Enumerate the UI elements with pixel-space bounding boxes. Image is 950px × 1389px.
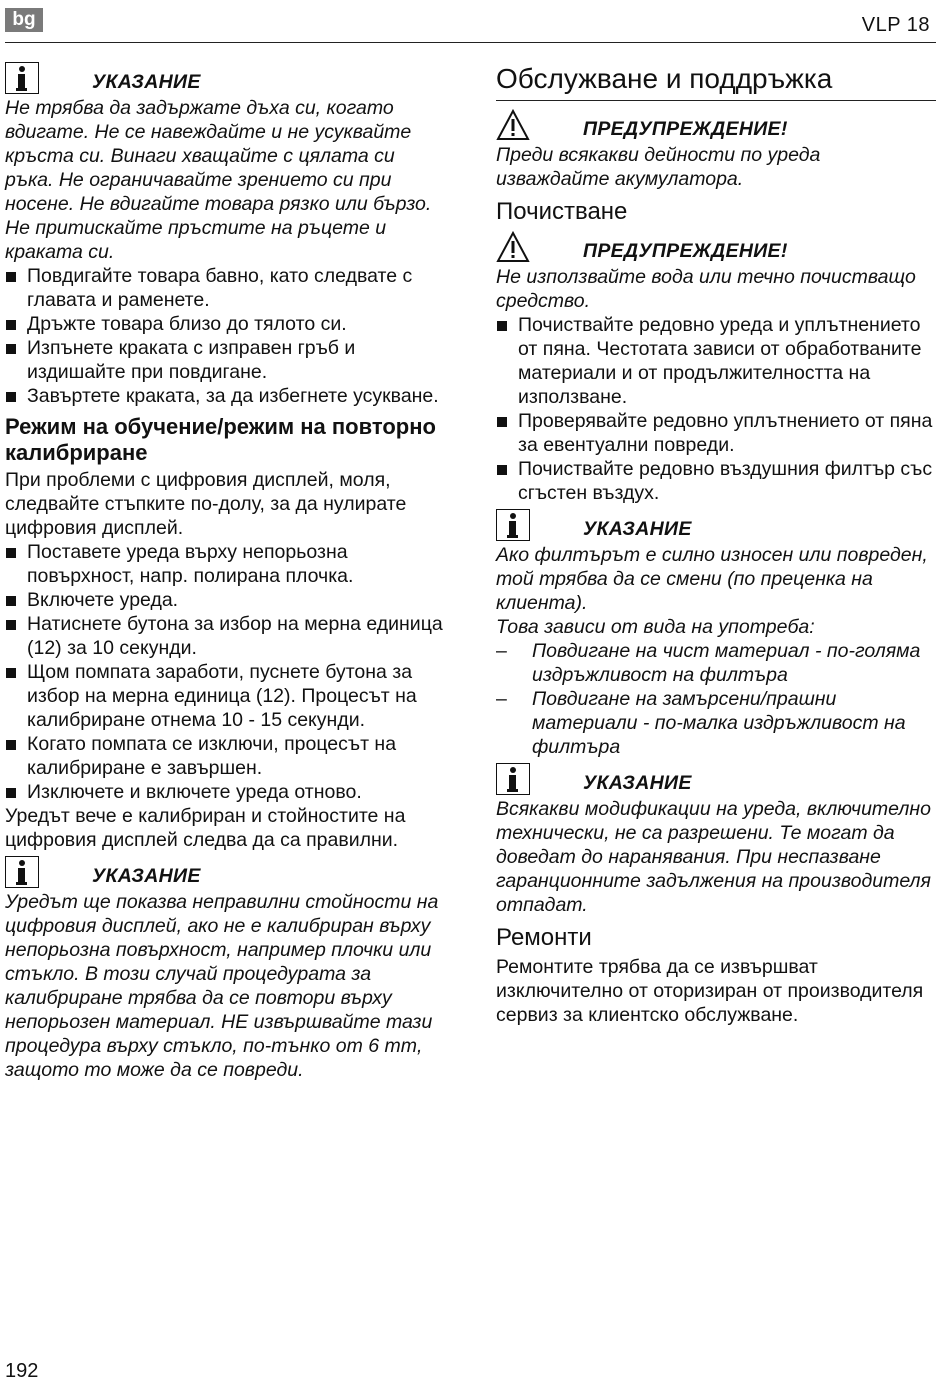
- section-intro: При проблеми с цифровия дисплей, моля, следвайте стъпките по-долу, за да нулирате цифровия дисплей.: [5, 469, 407, 539]
- warning-header-1: [496, 109, 936, 143]
- document-code: VLP 18: [861, 14, 930, 36]
- right-column: [496, 58, 936, 1027]
- note-header-3: [496, 509, 936, 543]
- note-header-4: [496, 763, 936, 797]
- list-item-text: Повдигане на чист материал - по-голяма издръжливост на филтъра: [532, 640, 921, 686]
- header-divider: [5, 42, 936, 43]
- list-item: Завъртете краката, за да избегнете усукване.: [5, 384, 445, 408]
- list-item: Когато помпата се изключи, процесът на калибриране е завършен.: [5, 732, 445, 780]
- note-text: Всякакви модификации на уреда, включително технически, не са разрешени. Те могат да доведат до наранявания. При неспазване гаранционните задължения на производителя отпадат.: [496, 798, 931, 916]
- calibration-steps-list: [5, 540, 445, 804]
- list-item: Включете уреда.: [5, 588, 445, 612]
- main-heading: Обслужване и поддръжка: [496, 62, 936, 101]
- note-title: УКАЗАНИЕ: [92, 71, 201, 93]
- dash-marker: –: [496, 688, 507, 710]
- info-icon: [5, 856, 39, 888]
- warning-title: ПРЕДУПРЕЖДЕНИЕ!: [583, 240, 788, 262]
- list-item: Дръжте товара близо до тялото си.: [5, 312, 445, 336]
- info-icon: [496, 509, 530, 541]
- left-column: [5, 58, 445, 1082]
- list-item: Почиствайте редовно въздушния филтър със сгъстен въздух.: [496, 457, 936, 505]
- warning-text: Преди всякакви дейности по уреда изваждайте акумулатора.: [496, 144, 821, 190]
- section-outro: Уредът вече е калибриран и стойностите на цифровия дисплей следва да са правилни.: [5, 805, 406, 851]
- warning-text: Не използвайте вода или течно почистващо средство.: [496, 266, 916, 312]
- dash-marker: –: [496, 640, 507, 662]
- note-title: УКАЗАНИЕ: [583, 772, 692, 794]
- list-item: Натиснете бутона за избор на мерна единица (12) за 10 секунди.: [5, 612, 445, 660]
- filter-life-list: [496, 639, 936, 759]
- note-header-2: [5, 856, 445, 890]
- language-badge: bg: [5, 8, 43, 32]
- info-icon: [5, 62, 39, 94]
- list-item: Поставете уреда върху непорьозна повърхност, напр. полирана плочка.: [5, 540, 445, 588]
- section-heading-calibration: Режим на обучение/режим на повторно калибриране: [5, 414, 436, 465]
- lifting-tips-list: [5, 264, 445, 408]
- list-item: Изключете и включете уреда отново.: [5, 780, 445, 804]
- warning-triangle-icon: [496, 231, 530, 263]
- info-icon: [496, 763, 530, 795]
- note-header-1: [5, 62, 445, 96]
- cleaning-list: [496, 313, 936, 505]
- list-item: [496, 687, 936, 759]
- list-item-text: Повдигане на замърсени/прашни материали - по-малка издръжливост на филтъра: [532, 688, 906, 758]
- list-item: Почиствайте редовно уреда и уплътнението от пяна. Честотата зависи от обработваните материали и от продължителността на използване.: [496, 313, 936, 409]
- warning-triangle-icon: [496, 109, 530, 141]
- note-text: Ако филтърът е силно износен или повреден, той трябва да се смени (по преценка на клиента).: [496, 544, 928, 614]
- list-item: Щом помпата заработи, пуснете бутона за избор на мерна единица (12). Процесът на калибриране отнема 10 - 15 секунди.: [5, 660, 445, 732]
- note-text: Това зависи от вида на употреба:: [496, 616, 815, 638]
- note-text: Уредът ще показва неправилни стойности на цифровия дисплей, ако не е калибриран върху непорьозна повърхност, например плочки или стъкло. В този случай процедурата за калибриране трябва да се повтори върху непорьозен материал. НЕ извършвайте тази процедура върху стъкло, по-тънко от 6 mm, защото то може да се повреди.: [5, 891, 439, 1081]
- repairs-text: Ремонтите трябва да се извършват изключително от оторизиран от производителя сервиз за клиентско обслужване.: [496, 956, 924, 1026]
- section-heading-repairs: Ремонти: [496, 924, 592, 951]
- note-title: УКАЗАНИЕ: [92, 865, 201, 887]
- list-item: [496, 639, 936, 687]
- warning-title: ПРЕДУПРЕЖДЕНИЕ!: [583, 118, 788, 140]
- list-item: Повдигайте товара бавно, като следвате с главата и раменете.: [5, 264, 445, 312]
- list-item: Изпънете краката с изправен гръб и издишайте при повдигане.: [5, 336, 445, 384]
- list-item: Проверявайте редовно уплътнението от пяна за евентуални повреди.: [496, 409, 936, 457]
- page-number: 192: [5, 1360, 39, 1382]
- note-title: УКАЗАНИЕ: [583, 518, 692, 540]
- note-text: Не трябва да задържате дъха си, когато вдигате. Не се навеждайте и не усуквайте кръста си. Винаги хващайте с цялата си ръка. Не ограничавайте зрението си при носене. Не вдигайте товара рязко или бързо. Не притискайте пръстите на ръцете и краката си.: [5, 97, 432, 263]
- warning-header-2: [496, 231, 936, 265]
- section-heading-cleaning: Почистване: [496, 198, 628, 225]
